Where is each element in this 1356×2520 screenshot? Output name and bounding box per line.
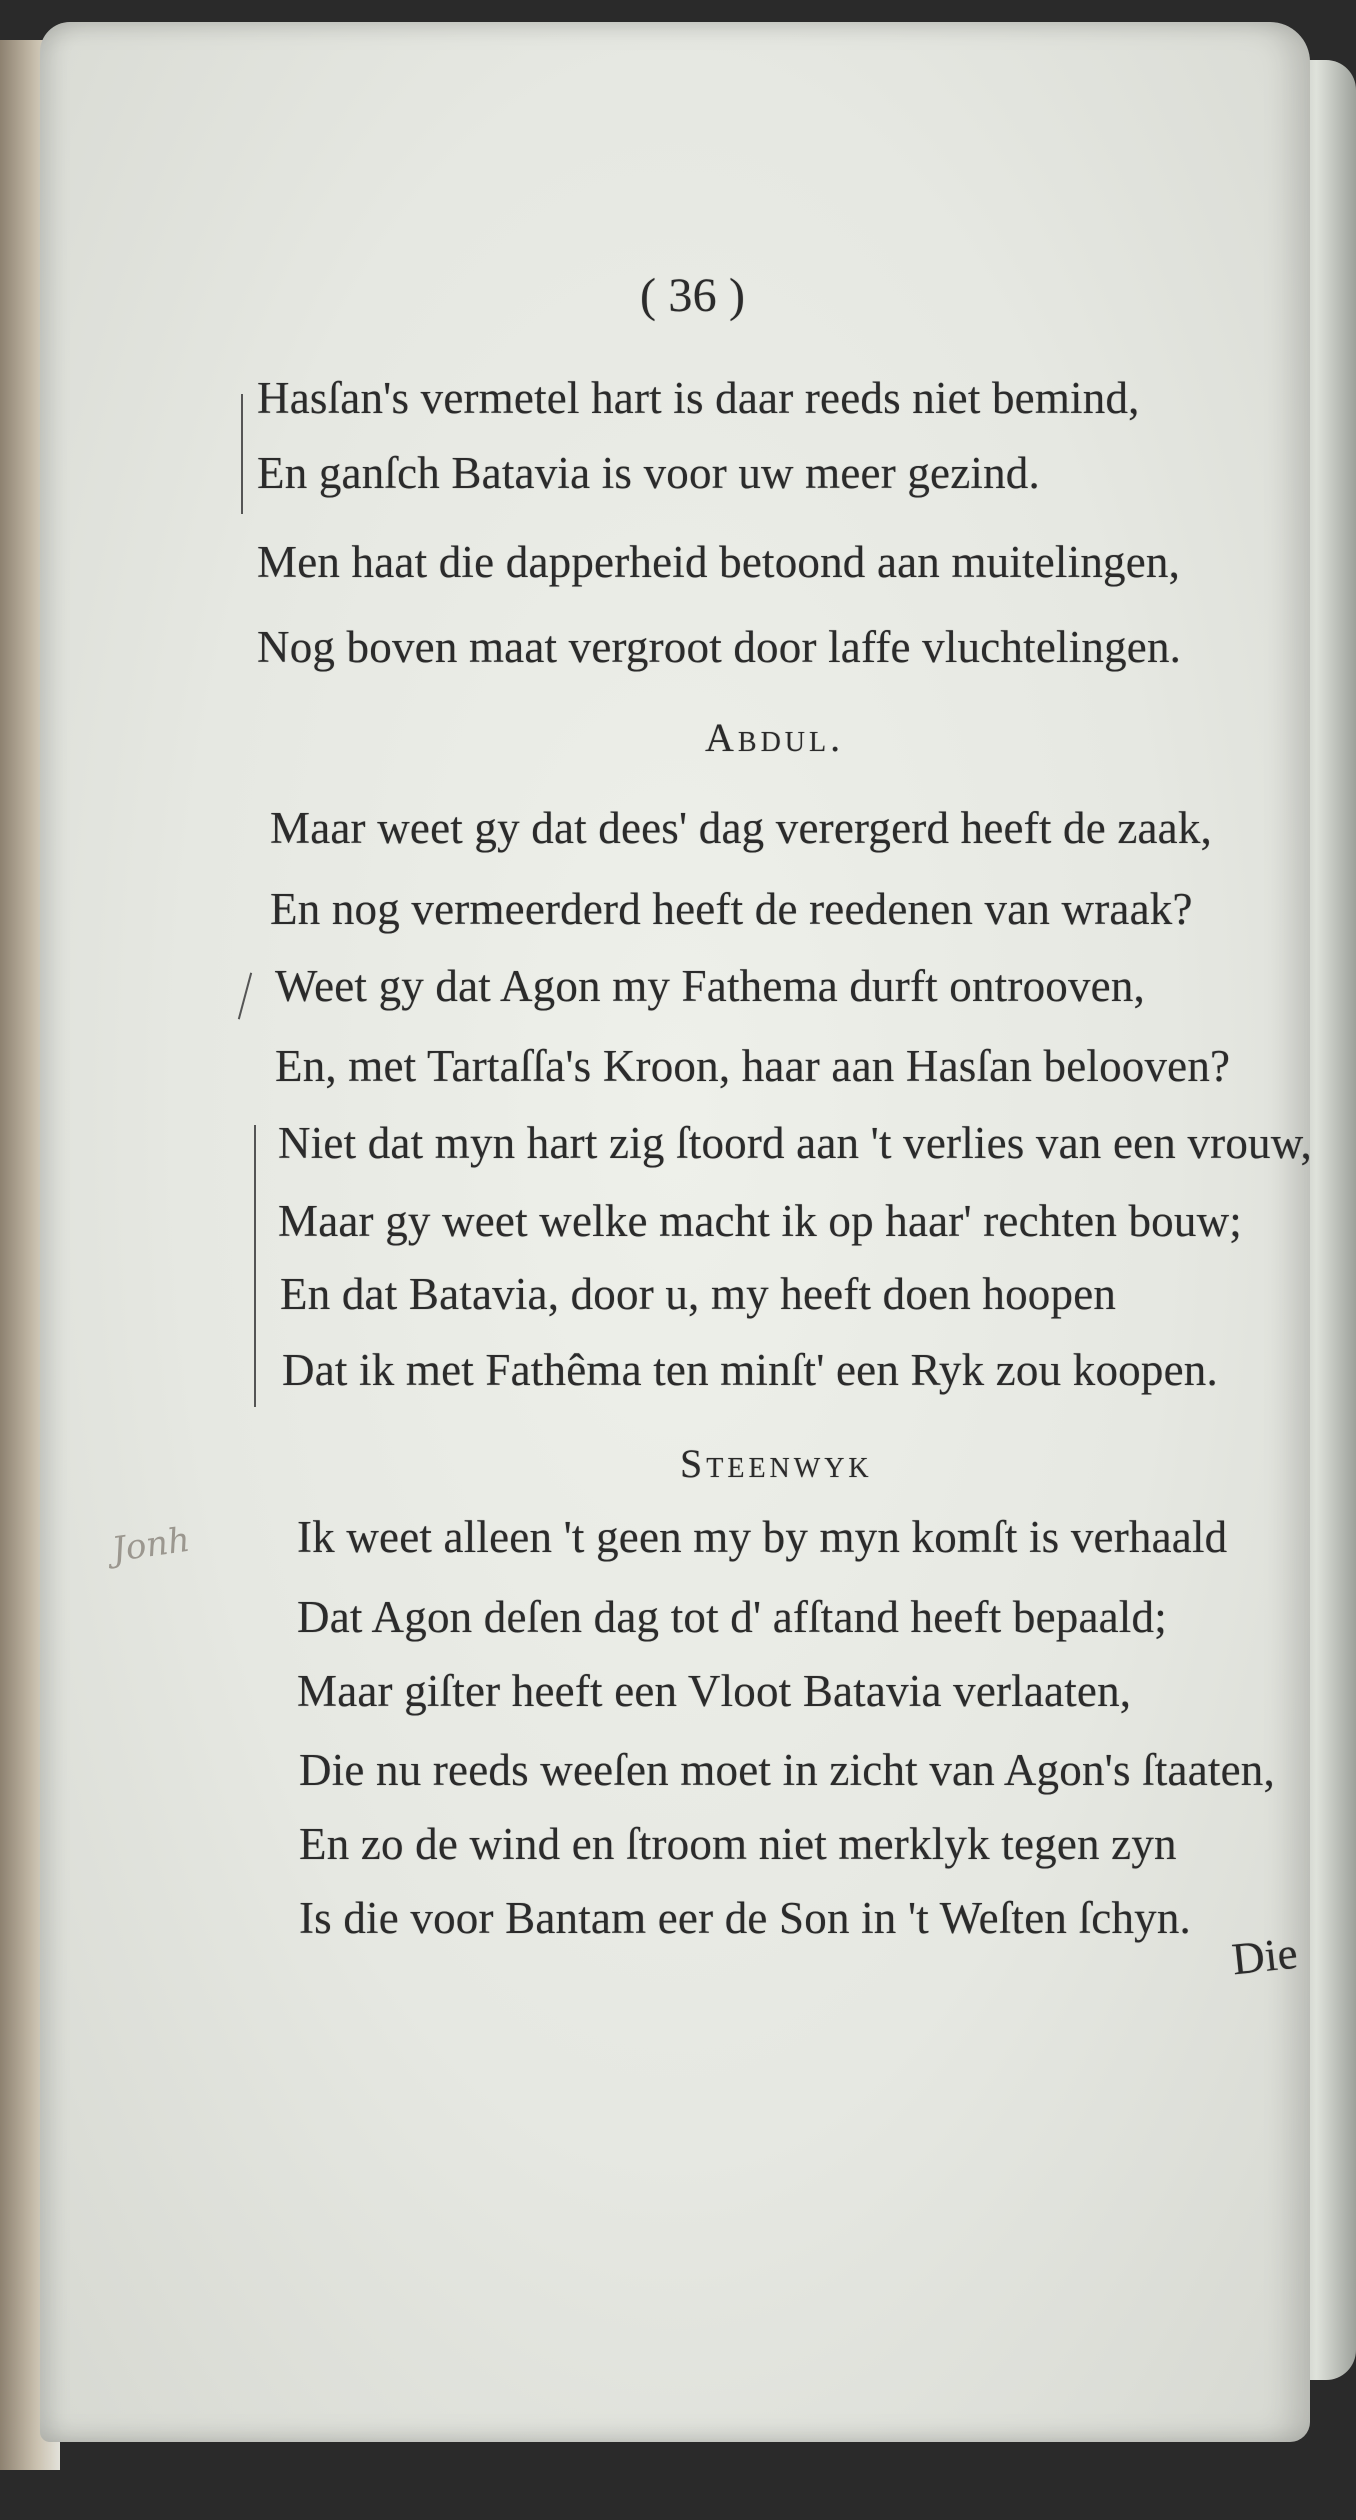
verse-line: Niet dat myn hart zig ſtoord aan 't verlies van een vrouw, <box>278 1118 1312 1168</box>
verse-line: Hasſan's vermetel hart is daar reeds niet bemind, <box>257 373 1140 423</box>
verse-line: Dat Agon deſen dag tot d' afſtand heeft bepaald; <box>297 1592 1167 1642</box>
pencil-margin-note: Jonh <box>109 1519 193 1571</box>
verse-line: Maar giſter heeft een Vloot Batavia verlaaten, <box>297 1666 1132 1716</box>
verse-line: Ik weet alleen 't geen my by myn komſt is verhaald <box>297 1512 1228 1562</box>
page-number: ( 36 ) <box>640 269 746 322</box>
verse-line: Men haat die dapperheid betoond aan muitelingen, <box>257 537 1181 587</box>
catchword: Die <box>1229 1927 1301 1985</box>
verse-line: En nog vermeerderd heeft de reedenen van wraak? <box>270 884 1193 934</box>
verse-line: En zo de wind en ſtroom niet merklyk tegen zyn <box>299 1819 1177 1869</box>
verse-line: Nog boven maat vergroot door laffe vluchtelingen. <box>257 622 1182 672</box>
verse-line: Dat ik met Fathêma ten minſt' een Ryk zou koopen. <box>282 1345 1218 1395</box>
verse-line: Die nu reeds weeſen moet in zicht van Agon's ſtaaten, <box>299 1745 1275 1795</box>
verse-line: Is die voor Bantam eer de Son in 't Weſten ſchyn. <box>299 1893 1192 1943</box>
margin-line-2 <box>254 1125 256 1407</box>
verse-line: Weet gy dat Agon my Fathema durft ontrooven, <box>275 961 1145 1011</box>
verse-line: En ganſch Batavia is voor uw meer gezind. <box>257 448 1040 498</box>
speaker-steenwyk: Steenwyk <box>680 1441 873 1486</box>
verse-line: En, met Tartaſſa's Kroon, haar aan Hasſan belooven? <box>275 1041 1231 1091</box>
verse-line: Maar weet gy dat dees' dag verergerd heeft de zaak, <box>270 803 1212 853</box>
speaker-abdul: Abdul. <box>705 715 845 760</box>
verse-line: Maar gy weet welke macht ik op haar' rechten bouw; <box>278 1196 1242 1246</box>
margin-line-1 <box>241 394 243 514</box>
verse-line: En dat Batavia, door u, my heeft doen hoopen <box>280 1269 1117 1319</box>
